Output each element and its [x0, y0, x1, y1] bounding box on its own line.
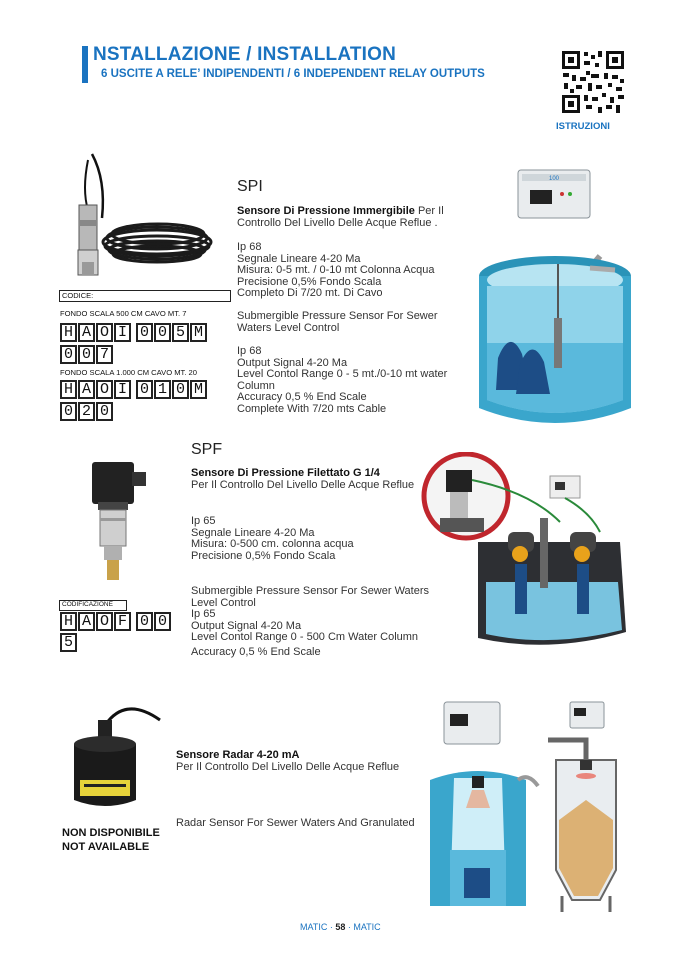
radar-desc-it: [176, 750, 406, 773]
spf-desc-it: [191, 468, 421, 491]
spec-line: Segnale Lineare 4-20 Ma: [191, 526, 315, 539]
spec-line: Submergible Pressure Sensor For Sewer Waters Level Control: [191, 585, 430, 609]
radar-na-it: NON DISPONIBILE: [62, 827, 160, 839]
spf-specs-it: [191, 516, 421, 562]
spf-code-row2: [60, 633, 77, 652]
spi-title: SPI: [237, 178, 263, 195]
radar-desc-en: Radar Sensor For Sewer Waters And Granulated: [176, 817, 415, 829]
panel-display: 100: [548, 176, 560, 182]
spec-line: Ip 68: [237, 241, 262, 253]
code-cell: 7: [96, 345, 113, 364]
spf-code-row1: [60, 612, 171, 631]
spf-sensor-image: [82, 458, 152, 583]
spi-option1-code-row2: [60, 345, 113, 364]
code-cell: A: [78, 380, 95, 399]
spf-code-label: CODIFICAZIONE: [59, 600, 127, 611]
spf-desc-it-title: Sensore Di Pressione Filettato G 1/4: [191, 467, 380, 479]
qr-label: ISTRUZIONI: [556, 121, 610, 132]
code-cell: O: [96, 612, 113, 631]
spec-line: Completo Di 7/20 mt. Di Cavo: [237, 287, 383, 299]
spf-specs-en: [191, 586, 436, 658]
code-cell: 0: [154, 323, 171, 342]
code-cell: 5: [172, 323, 189, 342]
code-cell: A: [78, 323, 95, 342]
code-cell: 0: [154, 612, 171, 631]
code-cell: 0: [60, 345, 77, 364]
radar-tanks-illustration: [420, 700, 630, 915]
radar-na-en: NOT AVAILABLE: [62, 841, 150, 853]
spec-line: Accuracy 0,5 % End Scale: [191, 645, 321, 658]
code-cell: 5: [60, 633, 77, 652]
spec-line: Complete With 7/20 mts Cable: [237, 402, 387, 415]
page-title: NSTALLAZIONE / INSTALLATION: [93, 44, 397, 65]
page-footer: [300, 922, 381, 932]
code-cell: O: [96, 323, 113, 342]
code-cell: 0: [78, 345, 95, 364]
spi-desc-it-title: Sensore Di Pressione Immergibile: [237, 205, 415, 217]
footer-brand-left: MATIC ·: [300, 922, 336, 932]
spec-line: Level Contol Range 0 - 500 Cm Water Column: [191, 631, 419, 643]
qr-code[interactable]: [560, 49, 626, 115]
code-cell: H: [60, 380, 77, 399]
spi-option1-label: FONDO SCALA 500 CM CAVO MT. 7: [60, 309, 187, 318]
radar-availability: [62, 826, 160, 854]
code-cell: 0: [96, 402, 113, 421]
code-cell: I: [114, 380, 131, 399]
spec-line: Ip 65: [191, 608, 216, 620]
code-cell: I: [114, 323, 131, 342]
spec-line: Misura: 0-500 cm. colonna acqua: [191, 538, 354, 550]
spec-line: Ip 65: [191, 515, 216, 527]
radar-desc-it-rest: Per Il Controllo Del Livello Delle Acque Reflue: [176, 760, 400, 773]
spi-desc-it-rest: Per Il Controllo Del Livello Delle Acque Reflue .: [237, 205, 444, 229]
code-cell: M: [190, 323, 207, 342]
spi-tank-illustration: [470, 168, 640, 438]
spec-line: Accuracy 0,5 % End Scale: [237, 391, 367, 403]
code-cell: 2: [78, 402, 95, 421]
spf-tank-illustration: [420, 452, 635, 654]
code-cell: M: [190, 380, 207, 399]
page-number: 58: [335, 922, 346, 932]
code-cell: A: [78, 612, 95, 631]
spec-line: Ip 68: [237, 345, 262, 357]
radar-desc-it-title: Sensore Radar 4-20 mA: [176, 749, 300, 761]
code-cell: 1: [154, 380, 171, 399]
code-cell: 0: [60, 402, 77, 421]
spec-line: Misura: 0-5 mt. / 0-10 mt Colonna Acqua: [237, 264, 435, 276]
page-subtitle: 6 USCITE A RELE’ INDIPENDENTI / 6 INDEPENDENT RELAY OUTPUTS: [101, 68, 485, 80]
spi-specs-it: [237, 242, 482, 300]
spi-sensor-image: [62, 150, 217, 280]
spec-line: Precisione 0,5% Fondo Scala: [191, 549, 336, 562]
code-cell: O: [96, 380, 113, 399]
code-cell: 0: [136, 380, 153, 399]
spec-line: Output Signal 4-20 Ma: [191, 619, 302, 632]
code-cell: 0: [136, 612, 153, 631]
code-cell: H: [60, 323, 77, 342]
header-accent-bar: [82, 46, 88, 83]
spi-code-label: CODICE:: [59, 290, 231, 302]
spec-line: Segnale Lineare 4-20 Ma: [237, 252, 361, 265]
spi-option2-label: FONDO SCALA 1.000 CM CAVO MT. 20: [60, 368, 198, 377]
code-cell: H: [60, 612, 77, 631]
spi-option2-code-row2: [60, 402, 113, 421]
spf-desc-it-rest: Per Il Controllo Del Livello Delle Acque Reflue: [191, 478, 415, 491]
radar-sensor-image: [66, 700, 171, 820]
spi-specs-en: [237, 346, 467, 415]
code-cell: 0: [136, 323, 153, 342]
spec-line: Level Contol Range 0 - 5 mt./0-10 mt water Column: [237, 368, 448, 392]
spi-option1-code-row1: [60, 323, 207, 342]
footer-brand-right: · MATIC: [345, 922, 381, 932]
spec-line: Output Signal 4-20 Ma: [237, 356, 348, 369]
code-cell: 0: [172, 380, 189, 399]
spi-option2-code-row1: [60, 380, 207, 399]
spf-title: SPF: [191, 441, 223, 458]
spi-desc-it: [237, 206, 482, 229]
code-cell: F: [114, 612, 131, 631]
spi-desc-en: Submergible Pressure Sensor For Sewer Waters Level Control: [237, 310, 438, 334]
spec-line: Precisione 0,5% Fondo Scala: [237, 275, 382, 288]
